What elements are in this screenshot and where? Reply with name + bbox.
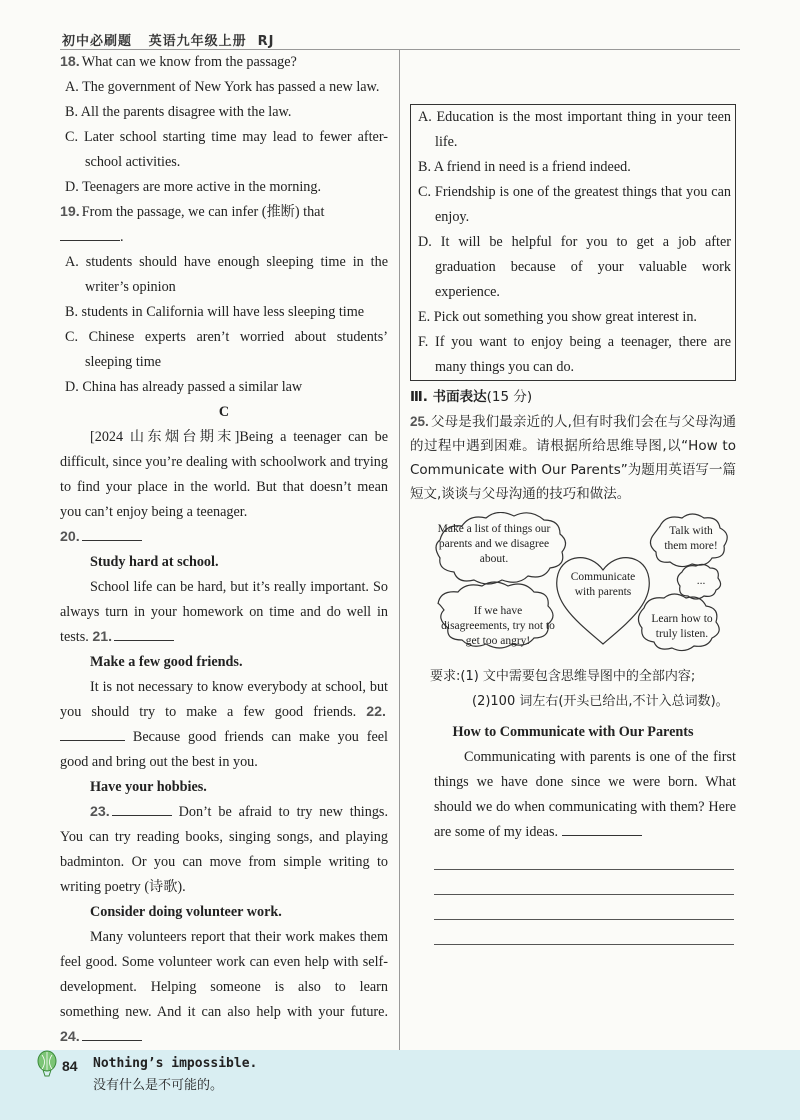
essay-start: [410, 745, 736, 845]
option-18b[interactable]: B. All the parents disagree with the law.: [65, 104, 292, 120]
choice-d[interactable]: D. It will be helpful for you to get a job after graduation because of your valuable work experience.: [418, 234, 731, 300]
writing-line[interactable]: [434, 894, 734, 895]
answer-blank-22[interactable]: [60, 726, 125, 741]
essay-title: How to Communicate with Our Parents: [452, 724, 694, 740]
subject-name: 英语九年级上册: [148, 34, 247, 49]
paragraph-text: Many volunteers report that their work makes them feel good. Some volunteer work can even help with self-development. Helping someone is also to learn something new. And it can also help with your future.: [60, 929, 388, 1020]
paragraph-friends: [60, 675, 388, 775]
option-19a[interactable]: A. students should have enough sleeping time in the writer’s opinion: [65, 254, 388, 295]
question-number: 25.: [410, 414, 429, 429]
source-tag: [2024 山东烟台期末]: [90, 429, 240, 445]
question-stem: What can we know from the passage?: [81, 54, 297, 70]
mind-map: [410, 512, 736, 662]
map-node-angry: If we have disagreements, try not to get too angry!: [441, 605, 555, 647]
choice-c[interactable]: C. Friendship is one of the greatest things that you can enjoy.: [418, 184, 731, 225]
blank-number: 24.: [60, 1029, 80, 1045]
paragraph-text: School life can be hard, but it’s really important. So always turn in your homework on time and do well in tests.: [60, 579, 388, 645]
map-node-list: Make a list of things our parents and we disagree about.: [437, 523, 551, 565]
page-number: 84: [62, 1058, 78, 1074]
blank-number: 21.: [92, 629, 113, 645]
paragraph-hobbies: [60, 800, 388, 900]
requirement-1: 要求:(1) 文中需要包含思维导图中的全部内容;: [430, 669, 696, 684]
answer-blank-21[interactable]: [114, 626, 174, 641]
writing-line[interactable]: [434, 919, 734, 920]
choice-b[interactable]: B. A friend in need is a friend indeed.: [418, 159, 631, 175]
answer-blank-23[interactable]: [112, 801, 172, 816]
option-18a[interactable]: A. The government of New York has passed a new law.: [65, 79, 380, 95]
heading-hobbies: Have your hobbies.: [90, 779, 207, 795]
map-node-talk: Talk with them more!: [664, 525, 718, 552]
balloon-icon: [36, 1050, 58, 1080]
option-19d[interactable]: D. China has already passed a similar law: [65, 379, 303, 395]
answer-blank-19[interactable]: [60, 226, 120, 241]
question-19: [60, 200, 388, 250]
slogan-chinese: 没有什么是不可能的。: [93, 1078, 224, 1093]
paragraph-text: Don’t be afraid to try new things. You can try reading books, singing songs, and playing badminton. Or you can move from simple writing to writing poetry (诗歌).: [60, 804, 389, 895]
heading-friends: Make a few good friends.: [90, 654, 243, 670]
writing-line[interactable]: [434, 869, 734, 870]
option-18c[interactable]: C. Later school starting time may lead to fewer after-school activities.: [65, 129, 388, 170]
requirement-2: (2)100 词左右(开头已给出,不计入总词数)。: [472, 694, 729, 709]
paragraph-study: [60, 575, 388, 650]
question-end: .: [120, 229, 124, 245]
column-divider: [399, 50, 400, 1050]
map-node-listen: Learn how to truly listen.: [651, 613, 713, 640]
essay-text: Communicating with parents is one of the first things we have done since we were born. What should we do when communicating with them? Here are some of my ideas.: [434, 749, 736, 840]
blank-number: 23.: [90, 804, 110, 820]
heading-study: Study hard at school.: [90, 554, 219, 570]
blank-number: 22.: [366, 704, 387, 720]
writing-prompt: 父母是我们最亲近的人,但有时我们会在与父母沟通的过程中遇到困难。请根据所给思维导图,以“How to Communicate with Our Parents”为题用英语写一篇短文,谈谈与父母沟通的技巧和做法。: [410, 414, 736, 502]
question-18: [60, 50, 388, 75]
paragraph-text: Because good friends can make you feel good and bring out the best in you.: [60, 729, 388, 770]
question-stem: From the passage, we can infer (推断) that: [81, 204, 325, 220]
answer-blank-24[interactable]: [82, 1026, 142, 1041]
choices-box: [410, 104, 736, 381]
paragraph-text: It is not necessary to know everybody at school, but you should try to make a few good friends.: [60, 679, 388, 720]
writing-line[interactable]: [562, 821, 642, 836]
blank-number: 20.: [60, 529, 80, 545]
intro-text: Being a teenager can be difficult, since you’re dealing with schoolwork and trying to find your place in the world. But that doesn’t mean you can’t enjoy being a teenager.: [60, 429, 388, 520]
question-number: 18.: [60, 54, 80, 70]
question-25: [410, 410, 736, 506]
map-center: Communicate with parents: [570, 571, 636, 598]
map-node-more: ...: [696, 575, 706, 587]
answer-blank-20[interactable]: [82, 526, 142, 541]
passage-letter: C: [218, 404, 230, 420]
edition: RJ: [257, 34, 275, 49]
right-column: [410, 100, 736, 945]
passage-intro: [60, 425, 388, 525]
option-18d[interactable]: D. Teenagers are more active in the morning.: [65, 179, 321, 195]
section-3-title: [410, 385, 736, 410]
section-score: (15 分): [486, 389, 533, 405]
page-header: [62, 30, 275, 49]
option-19b[interactable]: B. students in California will have less sleeping time: [65, 304, 365, 320]
choice-f[interactable]: F. If you want to enjoy being a teenager, there are many things you can do.: [418, 334, 731, 375]
question-number: 19.: [60, 204, 80, 220]
paragraph-volunteer: [60, 925, 388, 1050]
blank-20-line: [60, 525, 388, 550]
option-19c[interactable]: C. Chinese experts aren’t worried about students’ sleeping time: [65, 329, 388, 370]
choice-e[interactable]: E. Pick out something you show great interest in.: [418, 309, 697, 325]
writing-line[interactable]: [434, 944, 734, 945]
slogan-english: Nothing’s impossible.: [93, 1056, 258, 1071]
book-name: 初中必刷题: [62, 34, 133, 49]
left-column: [60, 50, 388, 1050]
section-title: Ⅲ. 书面表达: [410, 389, 487, 405]
heading-volunteer: Consider doing volunteer work.: [90, 904, 282, 920]
choice-a[interactable]: A. Education is the most important thing in your teen life.: [418, 109, 731, 150]
